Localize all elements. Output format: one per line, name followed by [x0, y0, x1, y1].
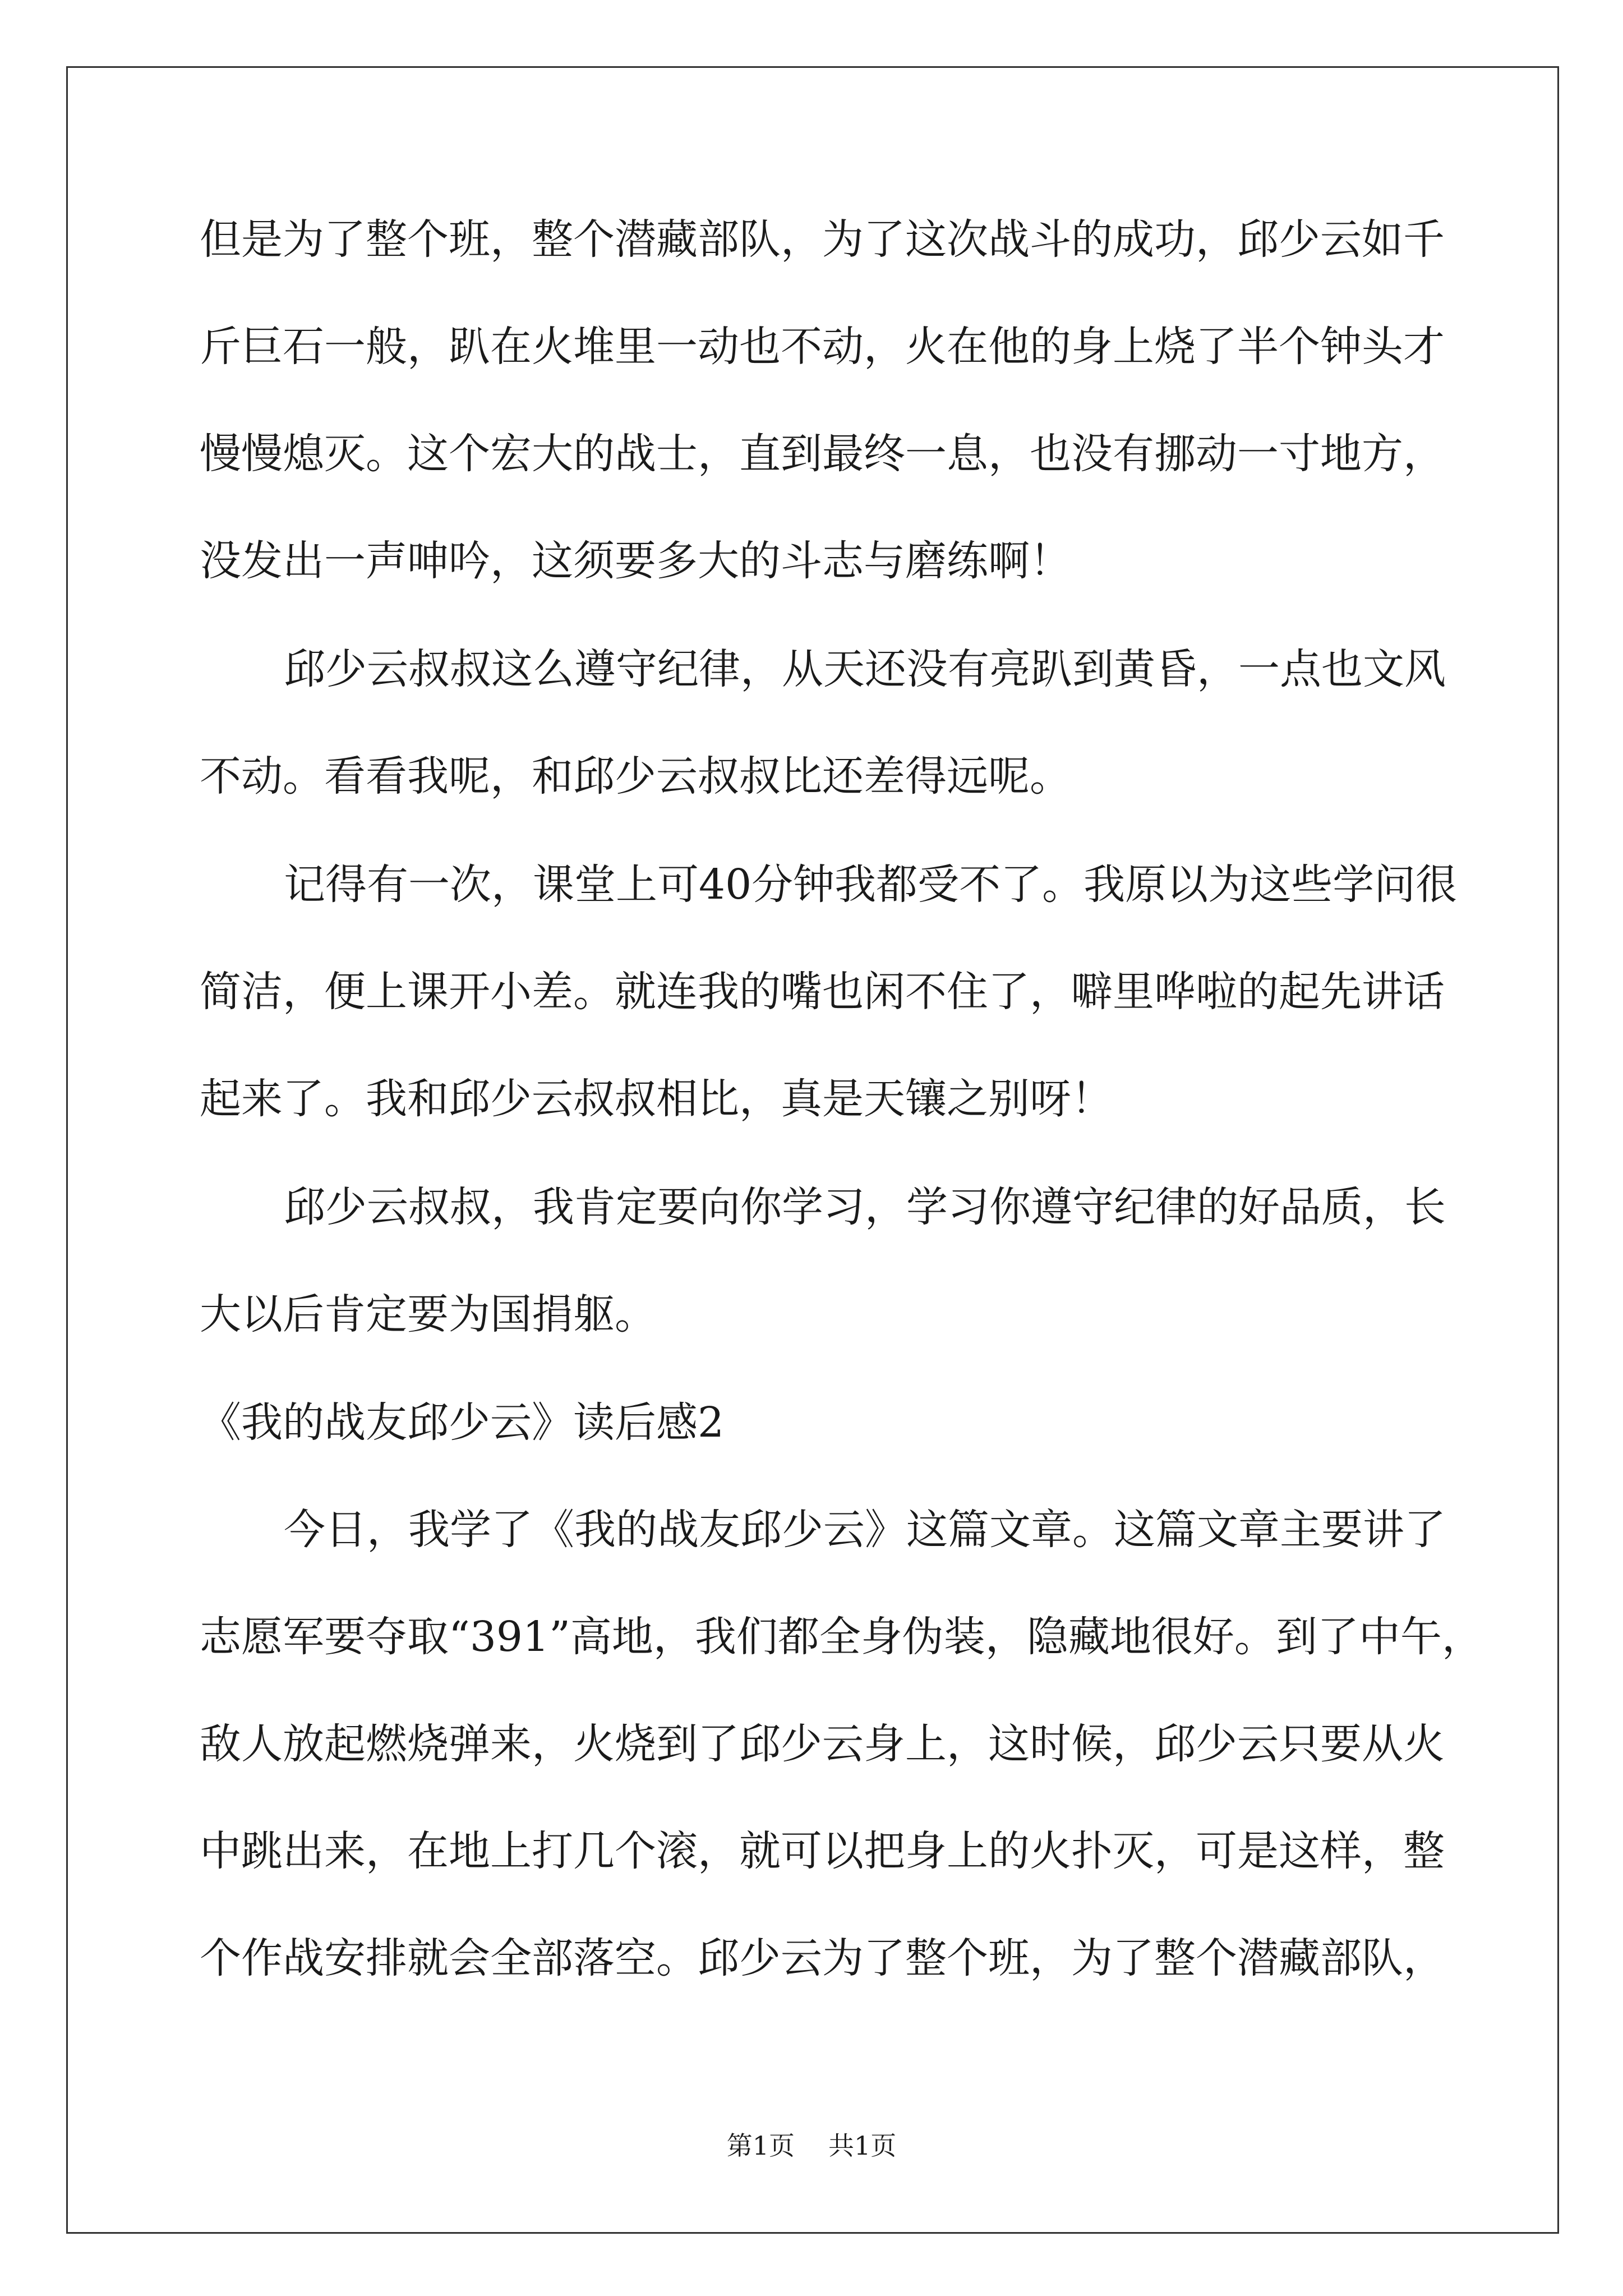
section-paragraph-1: [200, 1501, 1483, 2036]
paragraph-line: 没发出一声呻吟，这须要多大的斗志与磨练啊！: [200, 537, 1071, 585]
paragraph-line: 今日，我学了《我的战友邱少云》这篇文章。这篇文章主要讲了: [284, 1506, 1446, 1554]
paragraph-line: 大以后肯定要为国捐躯。: [200, 1290, 656, 1338]
paragraph-3: [200, 855, 1458, 1177]
paragraph-line: 邱少云叔叔这么遵守纪律，从天还没有亮趴到黄昏，一点也文风: [284, 645, 1446, 693]
paragraph-4: [200, 1178, 1446, 1392]
document-body: [200, 210, 1483, 2037]
paragraph-2: [200, 640, 1446, 854]
paragraph-line: 起来了。我和邱少云叔叔相比，真是天镶之别呀！: [200, 1075, 1113, 1123]
paragraph-line: 敌人放起燃烧弹来，火烧到了邱少云身上，这时候，邱少云只要从火: [200, 1720, 1445, 1768]
paragraph-line: 慢慢熄灭。这个宏大的战士，直到最终一息，也没有挪动一寸地方，: [200, 430, 1445, 478]
paragraph-line: 志愿军要夺取“391”高地，我们都全身伪装，隐藏地很好。到了中午，: [200, 1613, 1483, 1661]
page-total: 共1页: [828, 2131, 897, 2161]
paragraph-line: 简洁，便上课开小差。就连我的嘴也闲不住了，噼里哗啦的起先讲话: [200, 968, 1445, 1016]
paragraph-1: [200, 210, 1445, 639]
paragraph-line: 斤巨石一般，趴在火堆里一动也不动，火在他的身上烧了半个钟头才: [200, 323, 1445, 371]
paragraph-line: 记得有一次，课堂上可40分钟我都受不了。我原以为这些学问很: [284, 861, 1458, 909]
page-number: 第1页: [726, 2131, 795, 2161]
paragraph-line: 个作战安排就会全部落空。邱少云为了整个班，为了整个潜藏部队，: [200, 1934, 1445, 1982]
page-footer: [0, 2129, 1623, 2162]
paragraph-line: 邱少云叔叔，我肯定要向你学习，学习你遵守纪律的好品质，长: [284, 1183, 1446, 1231]
paragraph-line: 中跳出来，在地上打几个滚，就可以把身上的火扑灭，可是这样，整: [200, 1827, 1445, 1875]
section-title: 《我的战友邱少云》读后感2: [200, 1398, 725, 1447]
paragraph-line: 但是为了整个班，整个潜藏部队，为了这次战斗的成功，邱少云如千: [200, 215, 1445, 264]
paragraph-line: 不动。看看我呢，和邱少云叔叔比还差得远呢。: [200, 752, 1071, 800]
